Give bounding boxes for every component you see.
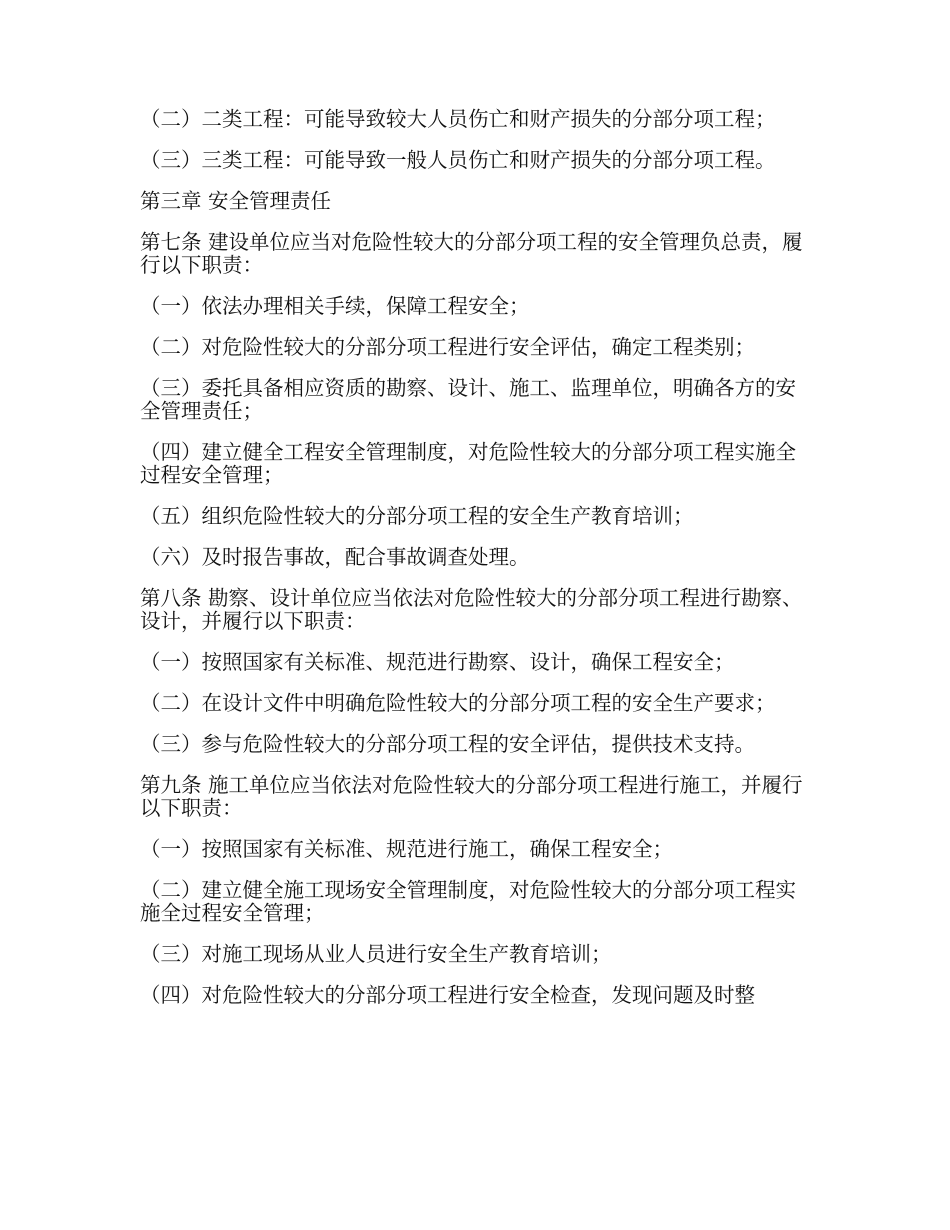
- article-nine-item-1: （一）按照国家有关标准、规范进行施工，确保工程安全；: [140, 837, 673, 861]
- article-nine-item-4: （四）对危险性较大的分部分项工程进行安全检查，发现问题及时整: [140, 983, 755, 1007]
- article-eight-item-3: （三）参与危险性较大的分部分项工程的安全评估，提供技术支持。: [140, 732, 755, 756]
- article-seven-item-2: （二）对危险性较大的分部分项工程进行安全评估，确定工程类别；: [140, 335, 755, 359]
- document-body: [140, 108, 812, 1025]
- chapter-three-heading: 第三章 安全管理责任: [140, 189, 332, 213]
- article-eight-item-2: （二）在设计文件中明确危险性较大的分部分项工程的安全生产要求；: [140, 691, 776, 715]
- paragraph-class-three: （三）三类工程：可能导致一般人员伤亡和财产损失的分部分项工程。: [140, 148, 776, 172]
- article-seven-item-3: （三）委托具备相应资质的勘察、设计、施工、监理单位，明确各方的安全管理责任；: [140, 376, 796, 423]
- article-seven-item-4: （四）建立健全工程安全管理制度，对危险性较大的分部分项工程实施全过程安全管理；: [140, 440, 796, 487]
- article-seven-item-1: （一）依法办理相关手续，保障工程安全；: [140, 294, 530, 318]
- article-seven-item-5: （五）组织危险性较大的分部分项工程的安全生产教育培训；: [140, 504, 694, 528]
- article-seven: 第七条 建设单位应当对危险性较大的分部分项工程的安全管理负总责，履行以下职责：: [140, 230, 803, 277]
- article-seven-item-6: （六）及时报告事故，配合事故调查处理。: [140, 545, 530, 569]
- article-nine-item-3: （三）对施工现场从业人员进行安全生产教育培训；: [140, 942, 612, 966]
- article-nine: 第九条 施工单位应当依法对危险性较大的分部分项工程进行施工，并履行以下职责：: [140, 773, 803, 820]
- article-eight-item-1: （一）按照国家有关标准、规范进行勘察、设计，确保工程安全；: [140, 650, 735, 674]
- paragraph-class-two: （二）二类工程：可能导致较大人员伤亡和财产损失的分部分项工程；: [140, 107, 776, 131]
- article-eight: 第八条 勘察、设计单位应当依法对危险性较大的分部分项工程进行勘察、设计，并履行以下职责：: [140, 586, 803, 633]
- article-nine-item-2: （二）建立健全施工现场安全管理制度，对危险性较大的分部分项工程实施全过程安全管理；: [140, 878, 796, 925]
